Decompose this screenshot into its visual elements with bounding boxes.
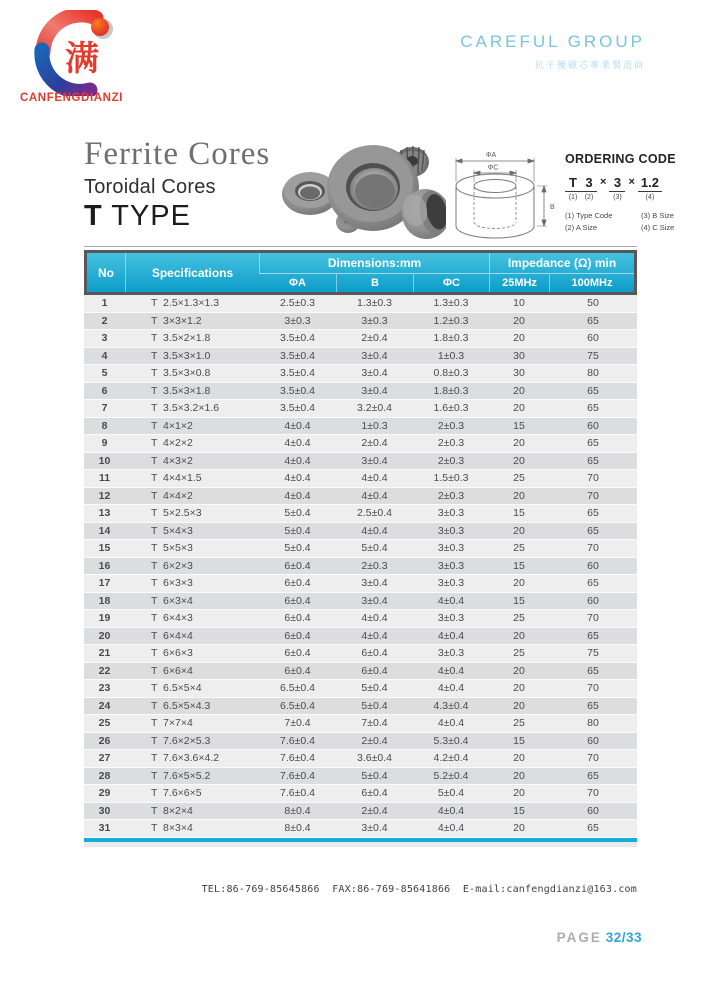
cell-phi-a: 6±0.4 xyxy=(284,647,311,660)
cell-specification: T 3×3×1.2 xyxy=(151,314,202,327)
table-row xyxy=(84,330,637,348)
cell-b: 3±0.4 xyxy=(361,577,388,590)
cell-impedance-100mhz: 60 xyxy=(587,419,599,432)
cell-impedance-25mhz: 20 xyxy=(513,332,525,345)
table-row xyxy=(84,523,637,541)
cell-phi-c: 1.3±0.3 xyxy=(433,297,469,310)
cell-b: 3±0.4 xyxy=(361,594,388,607)
cell-no: 6 xyxy=(101,384,108,397)
cell-impedance-25mhz: 25 xyxy=(513,647,525,660)
cell-phi-c: 1.8±0.3 xyxy=(433,332,469,345)
page-value: 32/33 xyxy=(605,930,642,945)
cell-specification: T 6×6×4 xyxy=(151,664,193,677)
cell-specification: T 5×5×3 xyxy=(151,542,193,555)
cell-b: 1±0.3 xyxy=(361,419,388,432)
cell-phi-a: 6.5±0.4 xyxy=(280,699,315,712)
table-row xyxy=(84,348,637,366)
table-row xyxy=(84,610,637,628)
cell-impedance-25mhz: 20 xyxy=(513,402,525,415)
cell-phi-a: 8±0.4 xyxy=(284,822,311,835)
cell-no: 30 xyxy=(98,804,111,817)
cell-impedance-100mhz: 70 xyxy=(587,542,599,555)
cell-b: 5±0.4 xyxy=(361,769,388,782)
cell-specification: T 6.5×5×4.3 xyxy=(151,699,211,712)
cell-impedance-100mhz: 65 xyxy=(587,314,599,327)
cell-specification: T 8×3×4 xyxy=(151,822,193,835)
cell-impedance-100mhz: 70 xyxy=(587,682,599,695)
cell-phi-a: 6.5±0.4 xyxy=(280,682,315,695)
cell-phi-a: 6±0.4 xyxy=(284,664,311,677)
type-title xyxy=(84,200,284,233)
cell-impedance-25mhz: 10 xyxy=(513,297,525,310)
cell-no: 8 xyxy=(101,419,108,432)
cell-no: 27 xyxy=(98,752,111,765)
cell-phi-a: 3.5±0.4 xyxy=(280,332,315,345)
table-row xyxy=(84,453,637,471)
section-divider xyxy=(84,246,637,247)
cell-phi-a: 6±0.4 xyxy=(284,577,311,590)
cell-no: 25 xyxy=(98,717,111,730)
cell-impedance-100mhz: 60 xyxy=(587,559,599,572)
cell-impedance-25mhz: 30 xyxy=(513,349,525,362)
cell-phi-c: 1.2±0.3 xyxy=(433,314,469,327)
cell-phi-c: 2±0.3 xyxy=(437,454,465,467)
cell-phi-a: 4±0.4 xyxy=(284,472,311,485)
cell-b: 4±0.4 xyxy=(361,612,388,625)
cell-b: 2±0.4 xyxy=(361,804,388,817)
table-row xyxy=(84,295,637,313)
cell-b: 6±0.4 xyxy=(361,787,388,800)
table-row xyxy=(84,365,637,383)
type-letter: T xyxy=(84,200,103,233)
table-row xyxy=(84,575,637,593)
cell-impedance-25mhz: 15 xyxy=(513,559,525,572)
cell-b: 2±0.4 xyxy=(361,734,388,747)
table-row xyxy=(84,820,637,838)
cell-specification: T 6×2×3 xyxy=(151,559,193,572)
cell-phi-a: 3±0.3 xyxy=(284,314,311,327)
col-header-dimensions: Dimensions:mm xyxy=(259,253,489,274)
cell-b: 1.3±0.3 xyxy=(357,297,392,310)
cell-no: 31 xyxy=(98,822,111,835)
cell-phi-a: 6±0.4 xyxy=(284,629,311,642)
type-word: TYPE xyxy=(102,200,191,233)
cell-phi-c: 4±0.4 xyxy=(437,629,465,642)
times-sign: × xyxy=(600,176,607,188)
cell-specification: T 3.5×3×1.0 xyxy=(151,349,211,362)
cell-no: 5 xyxy=(101,367,108,380)
cell-phi-a: 3.5±0.4 xyxy=(280,384,315,397)
cell-no: 26 xyxy=(98,734,111,747)
cell-impedance-100mhz: 60 xyxy=(587,594,599,607)
cell-phi-a: 7.6±0.4 xyxy=(280,769,315,782)
diagram-label-phi-c: ΦC xyxy=(487,164,499,172)
cell-no: 13 xyxy=(98,507,111,520)
contact-line: TEL:86-769-85645866 FAX:86-769-85641866 E-mail:canfengdianzi@163.com xyxy=(201,884,637,895)
diagram-label-b: B xyxy=(550,204,555,211)
cell-impedance-100mhz: 50 xyxy=(587,297,599,310)
table-bottom-strip xyxy=(84,842,637,847)
cell-no: 18 xyxy=(98,594,111,607)
cell-specification: T 4×3×2 xyxy=(151,454,193,467)
cell-phi-c: 1±0.3 xyxy=(437,349,465,362)
cell-phi-c: 1.6±0.3 xyxy=(433,402,469,415)
cell-phi-c: 5±0.4 xyxy=(437,787,465,800)
cell-phi-c: 1.5±0.3 xyxy=(433,472,469,485)
cell-impedance-100mhz: 65 xyxy=(587,402,599,415)
cell-impedance-100mhz: 70 xyxy=(587,472,599,485)
cell-specification: T 8×2×4 xyxy=(151,804,193,817)
cell-specification: T 7.6×3.6×4.2 xyxy=(151,752,220,765)
cell-impedance-25mhz: 15 xyxy=(513,804,525,817)
cell-impedance-25mhz: 25 xyxy=(513,542,525,555)
cell-impedance-100mhz: 70 xyxy=(587,612,599,625)
cell-phi-a: 7±0.4 xyxy=(284,717,311,730)
cell-b: 3±0.4 xyxy=(361,367,388,380)
cell-impedance-100mhz: 65 xyxy=(587,664,599,677)
cell-no: 21 xyxy=(98,647,111,660)
cell-impedance-25mhz: 20 xyxy=(513,524,525,537)
cell-phi-c: 0.8±0.3 xyxy=(433,367,469,380)
page-subtitle: Toroidal Cores xyxy=(84,176,216,199)
cell-impedance-25mhz: 25 xyxy=(513,717,525,730)
cell-impedance-100mhz: 65 xyxy=(587,524,599,537)
cell-phi-a: 7.6±0.4 xyxy=(280,787,315,800)
cell-impedance-25mhz: 20 xyxy=(513,699,525,712)
cell-b: 2±0.4 xyxy=(361,332,388,345)
cell-no: 14 xyxy=(98,524,111,537)
cell-b: 5±0.4 xyxy=(361,542,388,555)
code-part-c: 1.2 (4) xyxy=(638,175,662,201)
cell-phi-a: 6±0.4 xyxy=(284,612,311,625)
cell-specification: T 7×7×4 xyxy=(151,717,193,730)
cell-phi-c: 4±0.4 xyxy=(437,682,465,695)
cell-no: 9 xyxy=(101,437,108,450)
table-row xyxy=(84,383,637,401)
page-number xyxy=(557,930,642,945)
cell-impedance-100mhz: 60 xyxy=(587,332,599,345)
cell-b: 4±0.4 xyxy=(361,472,388,485)
cell-specification: T 6×3×4 xyxy=(151,594,193,607)
diagram-label-phi-a: ΦA xyxy=(485,152,497,159)
cell-impedance-100mhz: 65 xyxy=(587,384,599,397)
legend-item: (4) C Size xyxy=(641,223,675,232)
table-row xyxy=(84,645,637,663)
col-header-25mhz: 25MHz xyxy=(489,274,549,292)
group-subtitle: 抗干擾磁芯專業製造商 xyxy=(534,60,645,70)
cell-phi-c: 3±0.3 xyxy=(437,612,465,625)
cell-impedance-25mhz: 20 xyxy=(513,314,525,327)
cell-impedance-25mhz: 15 xyxy=(513,507,525,520)
cell-impedance-100mhz: 75 xyxy=(587,349,599,362)
cell-specification: T 3.5×3.2×1.6 xyxy=(151,402,220,415)
company-name: CANFENGDIANZI xyxy=(20,92,123,104)
cell-b: 3.2±0.4 xyxy=(357,402,392,415)
cell-specification: T 4×4×1.5 xyxy=(151,472,202,485)
cell-b: 3±0.4 xyxy=(361,822,388,835)
cell-phi-a: 4±0.4 xyxy=(284,419,311,432)
cell-b: 3±0.4 xyxy=(361,384,388,397)
cell-phi-a: 6±0.4 xyxy=(284,594,311,607)
table-header xyxy=(84,250,637,295)
cell-impedance-25mhz: 20 xyxy=(513,629,525,642)
cell-phi-a: 4±0.4 xyxy=(284,454,311,467)
cell-impedance-100mhz: 60 xyxy=(587,734,599,747)
cell-specification: T 3.5×3×0.8 xyxy=(151,367,211,380)
cell-b: 5±0.4 xyxy=(361,682,388,695)
cell-b: 4±0.4 xyxy=(361,524,388,537)
table-row xyxy=(84,418,637,436)
cell-impedance-100mhz: 60 xyxy=(587,804,599,817)
cell-no: 4 xyxy=(101,349,108,362)
cell-impedance-25mhz: 20 xyxy=(513,577,525,590)
cell-no: 3 xyxy=(101,332,108,345)
col-header-100mhz: 100MHz xyxy=(549,274,634,292)
ordering-legend xyxy=(565,211,707,232)
table-row xyxy=(84,435,637,453)
page-label: PAGE xyxy=(556,930,602,945)
table-row xyxy=(84,680,637,698)
cell-no: 7 xyxy=(101,402,108,415)
legend-item: (3) B Size xyxy=(641,211,674,220)
col-header-specifications: Specifications xyxy=(125,253,259,292)
ordering-code xyxy=(565,175,707,201)
cell-phi-c: 3±0.3 xyxy=(437,524,465,537)
cell-phi-a: 5±0.4 xyxy=(284,524,311,537)
cell-specification: T 5×2.5×3 xyxy=(151,507,202,520)
cell-impedance-100mhz: 65 xyxy=(587,507,599,520)
table-row xyxy=(84,733,637,751)
table-row xyxy=(84,803,637,821)
cell-phi-a: 5±0.4 xyxy=(284,507,311,520)
cell-impedance-100mhz: 65 xyxy=(587,769,599,782)
cell-impedance-25mhz: 25 xyxy=(513,612,525,625)
cell-phi-c: 5.2±0.4 xyxy=(433,769,469,782)
cell-impedance-25mhz: 20 xyxy=(513,489,525,502)
cell-b: 3.6±0.4 xyxy=(357,752,392,765)
cell-phi-c: 4±0.4 xyxy=(437,822,465,835)
cell-specification: T 4×2×2 xyxy=(151,437,193,450)
cell-impedance-25mhz: 20 xyxy=(513,664,525,677)
logo-character: 满 xyxy=(65,39,99,79)
cell-b: 4±0.4 xyxy=(361,629,388,642)
cell-no: 10 xyxy=(98,454,111,467)
cell-phi-c: 4.3±0.4 xyxy=(433,699,469,712)
cell-no: 1 xyxy=(101,297,108,310)
product-photo xyxy=(266,134,446,244)
cell-b: 4±0.4 xyxy=(361,489,388,502)
cell-impedance-100mhz: 70 xyxy=(587,489,599,502)
table-row xyxy=(84,488,637,506)
cell-impedance-100mhz: 70 xyxy=(587,787,599,800)
cell-phi-c: 4±0.4 xyxy=(437,717,465,730)
cell-no: 20 xyxy=(98,629,111,642)
col-header-impedance: Impedance (Ω) min xyxy=(489,253,634,274)
cell-phi-a: 7.6±0.4 xyxy=(280,734,315,747)
table-row xyxy=(84,470,637,488)
company-logo xyxy=(18,10,144,96)
ordering-code-block xyxy=(565,152,707,232)
cell-impedance-25mhz: 20 xyxy=(513,822,525,835)
cell-b: 2±0.3 xyxy=(361,559,388,572)
cell-impedance-25mhz: 20 xyxy=(513,454,525,467)
cell-b: 3±0.4 xyxy=(361,454,388,467)
cell-specification: T 6×6×3 xyxy=(151,647,193,660)
cell-specification: T 5×4×3 xyxy=(151,524,193,537)
cell-specification: T 7.6×2×5.3 xyxy=(151,734,211,747)
cell-b: 3±0.4 xyxy=(361,349,388,362)
group-title: CAREFUL GROUP xyxy=(460,32,645,51)
cell-b: 6±0.4 xyxy=(361,664,388,677)
cell-phi-c: 5.3±0.4 xyxy=(433,734,469,747)
cell-impedance-25mhz: 20 xyxy=(513,384,525,397)
code-part-type: T (1) xyxy=(565,175,581,201)
table-row xyxy=(84,313,637,331)
cell-specification: T 4×1×2 xyxy=(151,419,193,432)
cell-phi-a: 8±0.4 xyxy=(284,804,311,817)
col-header-b: B xyxy=(336,274,413,292)
cell-specification: T 6×4×4 xyxy=(151,629,193,642)
cell-no: 22 xyxy=(98,664,111,677)
page-title: Ferrite Cores xyxy=(84,136,271,172)
cell-impedance-25mhz: 25 xyxy=(513,472,525,485)
cell-phi-c: 1.8±0.3 xyxy=(433,384,469,397)
dimension-diagram xyxy=(441,146,559,248)
cell-no: 24 xyxy=(98,699,111,712)
cell-no: 12 xyxy=(98,489,111,502)
cell-impedance-25mhz: 15 xyxy=(513,734,525,747)
cell-impedance-100mhz: 80 xyxy=(587,367,599,380)
cell-phi-c: 3±0.3 xyxy=(437,647,465,660)
cell-no: 17 xyxy=(98,577,111,590)
ordering-heading: ORDERING CODE xyxy=(565,152,676,166)
cell-impedance-100mhz: 65 xyxy=(587,437,599,450)
cell-impedance-25mhz: 15 xyxy=(513,594,525,607)
cell-impedance-100mhz: 80 xyxy=(587,717,599,730)
cell-phi-c: 2±0.3 xyxy=(437,437,465,450)
cell-phi-c: 3±0.3 xyxy=(437,559,465,572)
table-row xyxy=(84,715,637,733)
table-row xyxy=(84,558,637,576)
cell-phi-c: 4±0.4 xyxy=(437,804,465,817)
cell-phi-c: 3±0.3 xyxy=(437,507,465,520)
cell-no: 29 xyxy=(98,787,111,800)
cell-impedance-25mhz: 20 xyxy=(513,752,525,765)
col-header-phi-a: ΦA xyxy=(289,277,306,289)
cell-impedance-25mhz: 20 xyxy=(513,769,525,782)
table-row xyxy=(84,750,637,768)
cell-b: 7±0.4 xyxy=(361,717,388,730)
cell-impedance-25mhz: 30 xyxy=(513,367,525,380)
cell-b: 2.5±0.4 xyxy=(357,507,392,520)
cell-no: 23 xyxy=(98,682,111,695)
cell-impedance-100mhz: 65 xyxy=(587,577,599,590)
cell-impedance-25mhz: 20 xyxy=(513,787,525,800)
cell-phi-a: 3.5±0.4 xyxy=(280,367,315,380)
cell-b: 2±0.4 xyxy=(361,437,388,450)
times-sign: × xyxy=(628,176,635,188)
cell-phi-a: 2.5±0.3 xyxy=(280,297,315,310)
cell-specification: T 7.6×6×5 xyxy=(151,787,202,800)
cell-phi-a: 3.5±0.4 xyxy=(280,349,315,362)
table-row xyxy=(84,698,637,716)
cell-phi-a: 3.5±0.4 xyxy=(280,402,315,415)
col-header-phi-c: ΦC xyxy=(413,274,489,292)
cell-no: 11 xyxy=(98,472,111,485)
table-row xyxy=(84,540,637,558)
cell-specification: T 6×3×3 xyxy=(151,577,193,590)
cell-phi-a: 5±0.4 xyxy=(284,542,311,555)
cell-phi-c: 4.2±0.4 xyxy=(433,752,469,765)
cell-b: 6±0.4 xyxy=(361,647,388,660)
code-part-a: 3 (2) xyxy=(581,175,597,201)
cell-impedance-25mhz: 15 xyxy=(513,419,525,432)
cell-impedance-100mhz: 75 xyxy=(587,647,599,660)
cell-phi-c: 4±0.4 xyxy=(437,594,465,607)
spec-table xyxy=(84,250,637,847)
cell-no: 19 xyxy=(98,612,111,625)
cell-impedance-100mhz: 65 xyxy=(587,822,599,835)
cell-no: 2 xyxy=(101,314,108,327)
cell-phi-c: 2±0.3 xyxy=(437,489,465,502)
cell-phi-c: 2±0.3 xyxy=(437,419,465,432)
table-row xyxy=(84,505,637,523)
cell-specification: T 2.5×1.3×1.3 xyxy=(151,297,220,310)
cell-phi-a: 6±0.4 xyxy=(284,559,311,572)
cell-no: 28 xyxy=(98,769,111,782)
table-row xyxy=(84,400,637,418)
cell-phi-c: 3±0.3 xyxy=(437,542,465,555)
table-row xyxy=(84,663,637,681)
table-row xyxy=(84,768,637,786)
code-part-b: 3 (3) xyxy=(609,175,625,201)
cell-specification: T 6.5×5×4 xyxy=(151,682,202,695)
cell-specification: T 6×4×3 xyxy=(151,612,193,625)
legend-item: (1) Type Code xyxy=(565,211,613,220)
cell-no: 15 xyxy=(98,542,111,555)
cell-specification: T 4×4×2 xyxy=(151,489,193,502)
cell-impedance-100mhz: 65 xyxy=(587,454,599,467)
cell-impedance-100mhz: 65 xyxy=(587,699,599,712)
table-row xyxy=(84,593,637,611)
cell-specification: T 3.5×2×1.8 xyxy=(151,332,211,345)
cell-phi-c: 3±0.3 xyxy=(437,577,465,590)
col-header-no: No xyxy=(98,265,114,280)
cell-phi-a: 4±0.4 xyxy=(284,489,311,502)
cell-specification: T 3.5×3×1.8 xyxy=(151,384,211,397)
table-body xyxy=(84,295,637,838)
cell-phi-a: 7.6±0.4 xyxy=(280,752,315,765)
cell-no: 16 xyxy=(98,559,111,572)
cell-phi-c: 4±0.4 xyxy=(437,664,465,677)
cell-b: 3±0.3 xyxy=(361,314,388,327)
cell-b: 5±0.4 xyxy=(361,699,388,712)
cell-impedance-25mhz: 20 xyxy=(513,682,525,695)
table-row xyxy=(84,628,637,646)
cell-impedance-100mhz: 70 xyxy=(587,752,599,765)
cell-specification: T 7.6×5×5.2 xyxy=(151,769,211,782)
group-block xyxy=(460,32,645,71)
cell-impedance-25mhz: 20 xyxy=(513,437,525,450)
cell-impedance-100mhz: 65 xyxy=(587,629,599,642)
cell-phi-a: 4±0.4 xyxy=(284,437,311,450)
logo-ball xyxy=(91,18,109,36)
legend-item: (2) A Size xyxy=(565,223,598,232)
table-row xyxy=(84,785,637,803)
title-block xyxy=(84,136,284,233)
